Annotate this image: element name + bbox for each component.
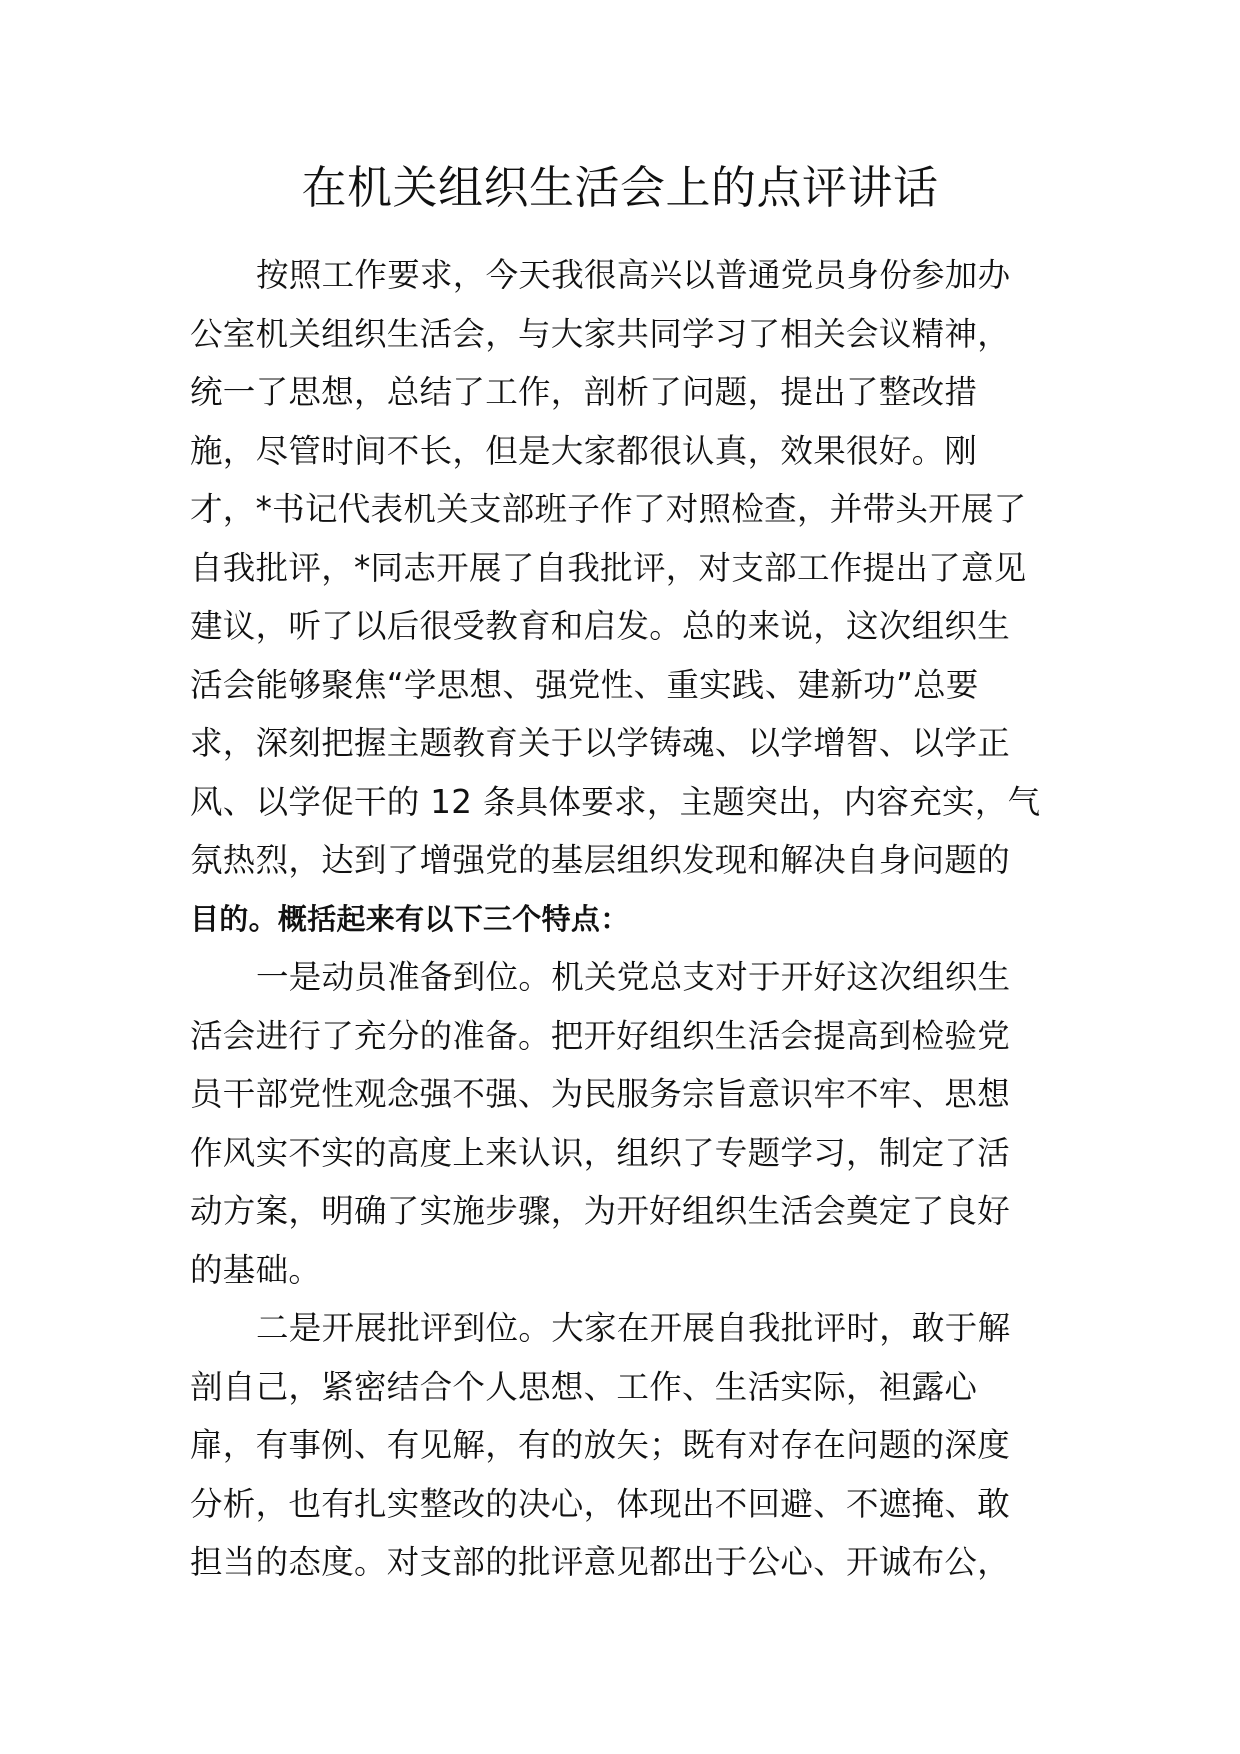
text-line: 二是开展批评到位。大家在开展自我批评时，敢于解 [256, 1309, 1011, 1347]
text-line: 求，深刻把握主题教育关于以学铸魂、以学增智、以学正 [190, 724, 1011, 762]
text-line: 施，尽管时间不长，但是大家都很认真，效果很好。刚 [190, 431, 978, 470]
text-line: 一是动员准备到位。机关党总支对于开好这次组织生 [256, 958, 1011, 996]
text-line: 才，*书记代表机关支部班子作了对照检查，并带头开展了 [190, 490, 1027, 528]
text-line: 统一了思想，总结了工作，剖析了问题，提出了整改措 [190, 373, 978, 411]
text-line-summary: 目的。概括起来有以下三个特点： [190, 901, 630, 936]
document-title: 在机关组织生活会上的点评讲话 [301, 161, 939, 214]
text-line: 风、以学促干的 12 条具体要求，主题突出，内容充实，气 [190, 782, 1041, 821]
text-line: 建议，听了以后很受教育和启发。总的来说，这次组织生 [190, 607, 1011, 645]
text-line: 活会进行了充分的准备。把开好组织生活会提高到检验党 [190, 1016, 1011, 1055]
text-line: 动方案，明确了实施步骤，为开好组织生活会奠定了良好 [190, 1192, 1011, 1230]
text-line: 扉，有事例、有见解，有的放矢；既有对存在问题的深度 [190, 1426, 1011, 1464]
text-line: 担当的态度。对支部的批评意见都出于公心、开诚布公， [190, 1543, 1011, 1581]
text-line: 的基础。 [190, 1250, 322, 1289]
text-line: 活会能够聚焦“学思想、强党性、重实践、建新功”总要 [190, 665, 979, 704]
text-line: 作风实不实的高度上来认识，组织了专题学习，制定了活 [190, 1133, 1011, 1172]
text-line: 员干部党性观念强不强、为民服务宗旨意识牢不牢、思想 [190, 1075, 1011, 1113]
document-body [190, 246, 1050, 1592]
text-line: 按照工作要求，今天我很高兴以普通党员身份参加办 [256, 256, 1011, 294]
text-line: 公室机关组织生活会，与大家共同学习了相关会议精神， [190, 314, 1011, 353]
text-line: 氛热烈，达到了增强党的基层组织发现和解决自身问题的 [190, 841, 1011, 879]
text-line: 分析，也有扎实整改的决心，体现出不回避、不遮掩、敢 [190, 1484, 1011, 1523]
text-line: 剖自己，紧密结合个人思想、工作、生活实际，袒露心 [190, 1367, 978, 1406]
text-line: 自我批评，*同志开展了自我批评，对支部工作提出了意见 [190, 548, 1027, 587]
